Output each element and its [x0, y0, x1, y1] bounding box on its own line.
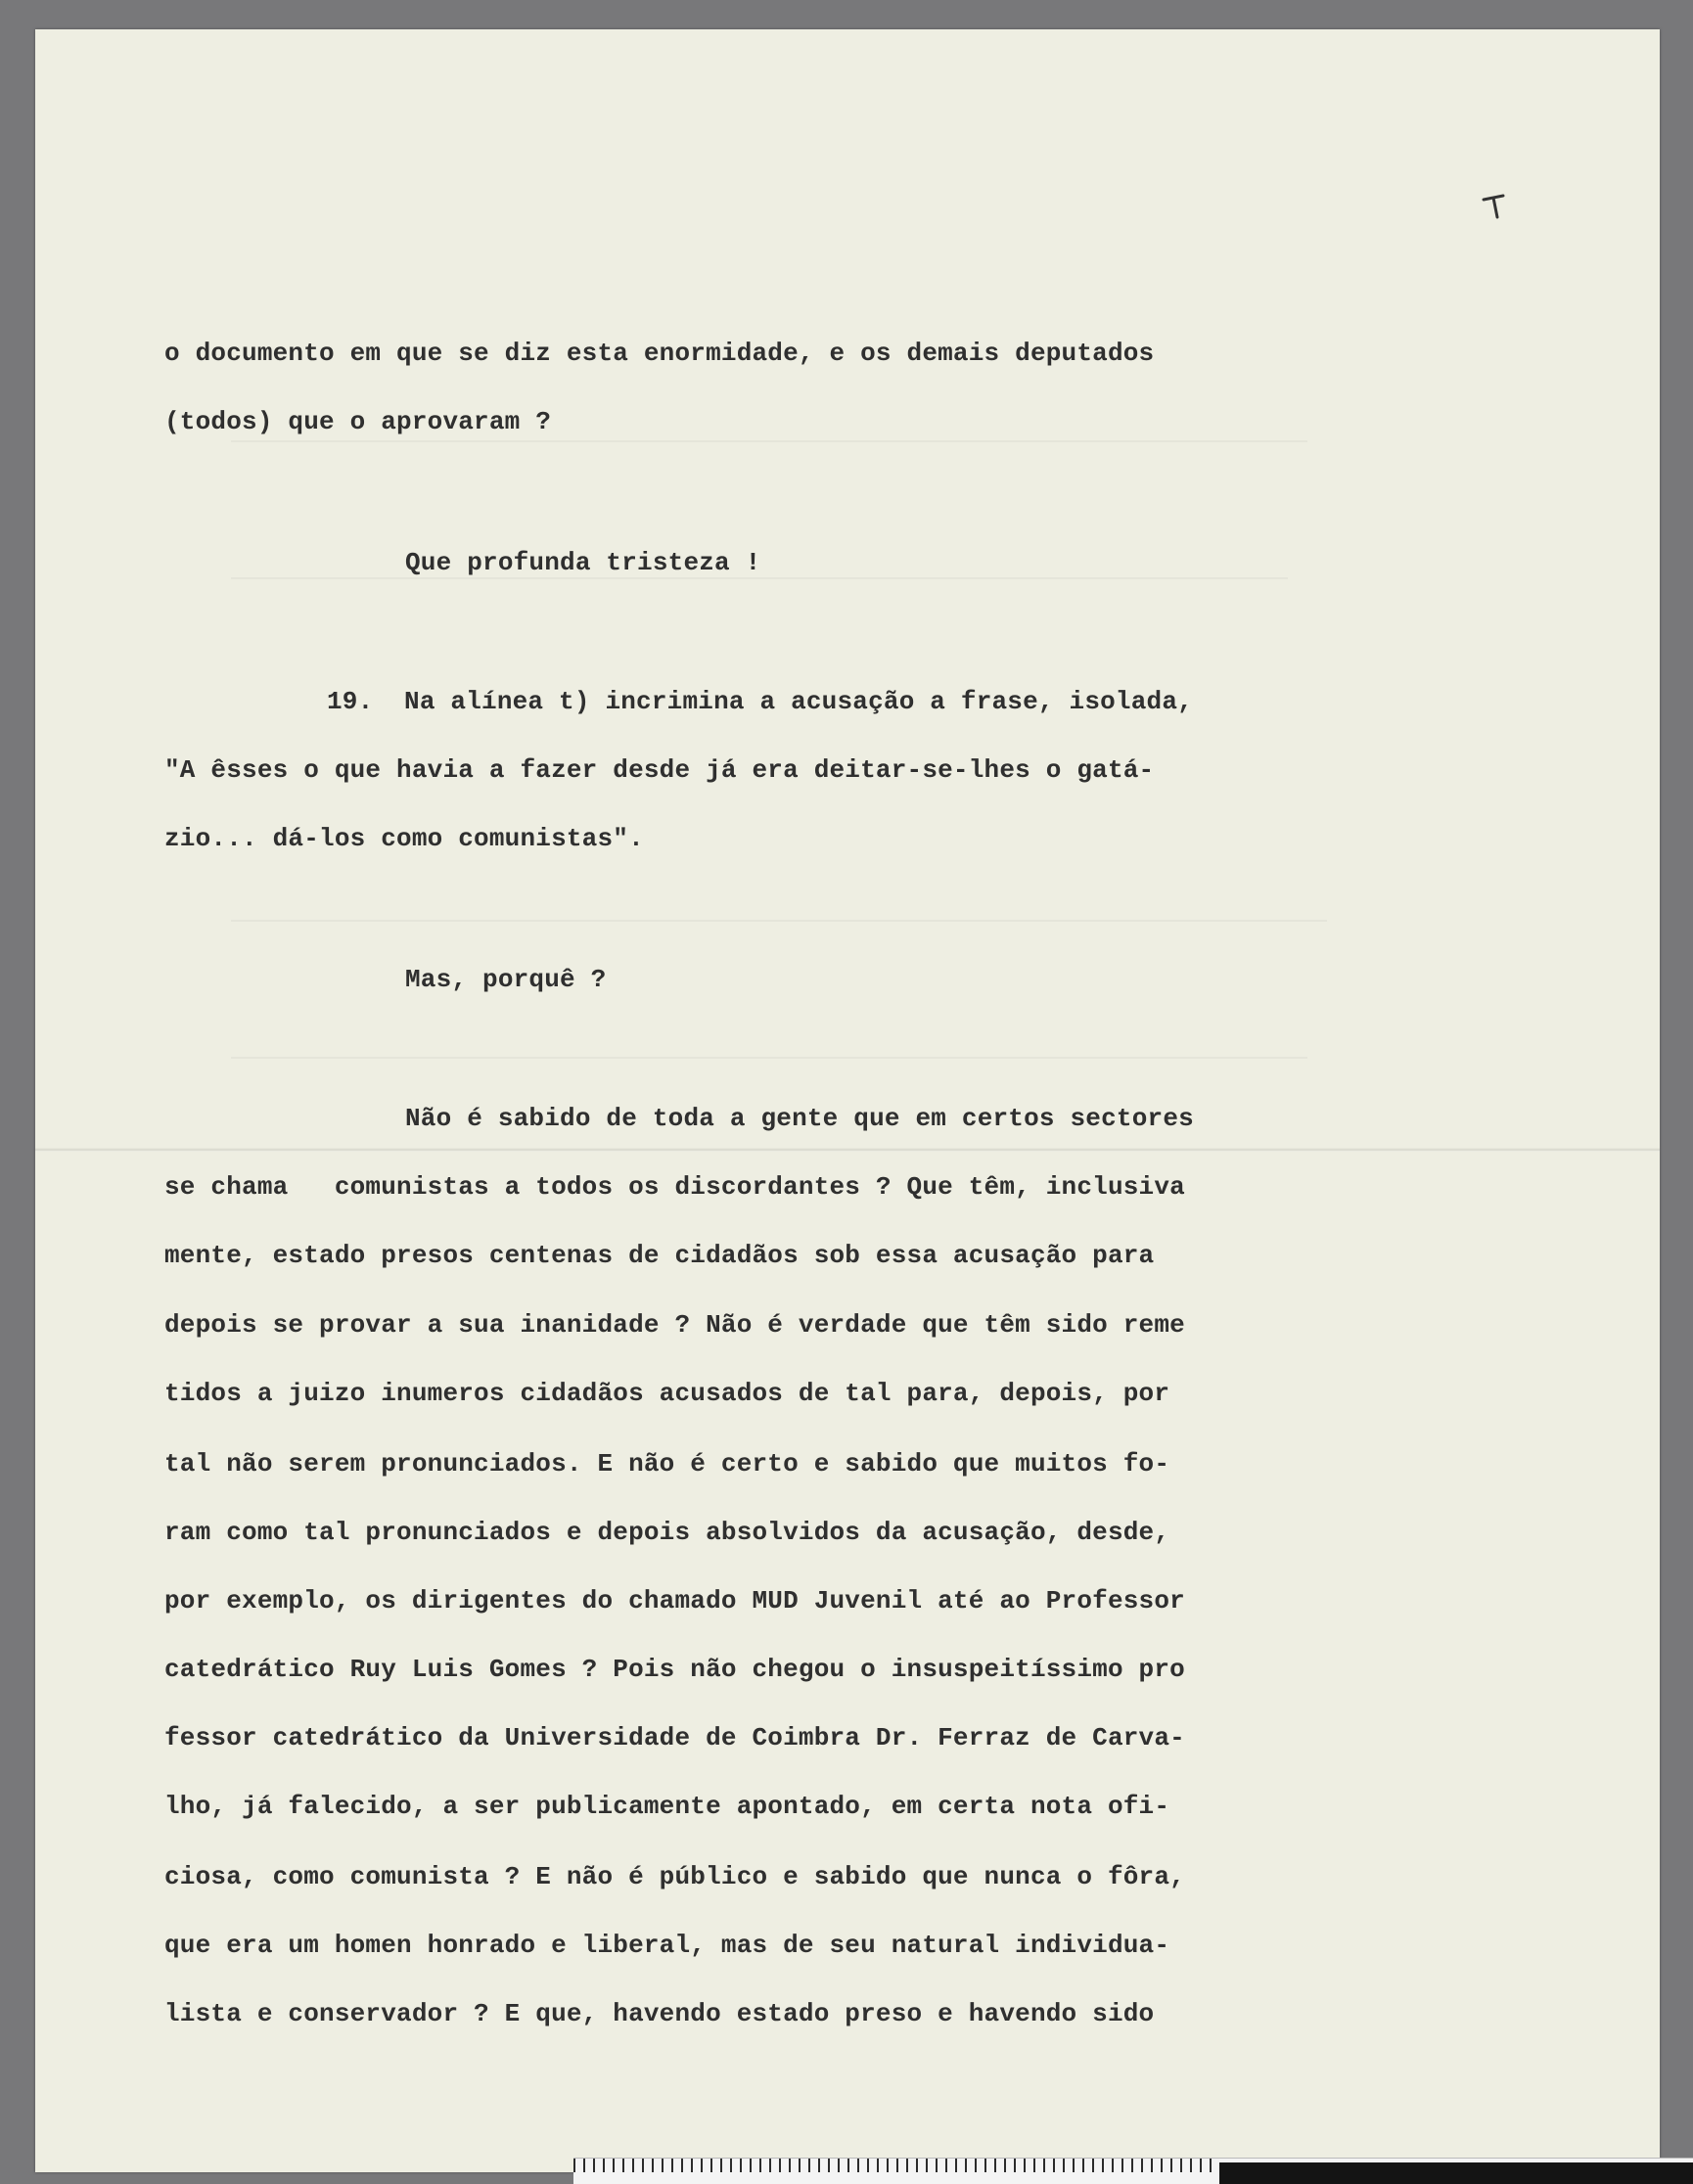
fold-crease	[35, 1148, 1660, 1152]
text-line: fessor catedrático da Universidade de Coimbra Dr. Ferraz de Carva-	[164, 1723, 1185, 1752]
paragraph-19-heading: 19. Na alínea t) incrimina a acusação a frase, isolada,	[327, 687, 1193, 716]
text-line: se chama comunistas a todos os discordantes ? Que têm, inclusiva	[164, 1172, 1185, 1202]
pencil-mark-icon	[1482, 194, 1507, 219]
text-line: tal não serem pronunciados. E não é certo e sabido que muitos fo-	[164, 1449, 1170, 1479]
text-line: (todos) que o aprovaram ?	[164, 407, 552, 436]
show-through-line	[231, 1057, 1307, 1059]
text-line: lista e conservador ? E que, havendo estado preso e havendo sido	[164, 1999, 1155, 2028]
text-line: Que profunda tristeza !	[405, 548, 761, 577]
text-line: zio... dá-los como comunistas".	[164, 824, 644, 853]
typewritten-page	[35, 29, 1660, 2172]
ruler-ticks	[573, 2159, 1219, 2172]
text-line: que era um homen honrado e liberal, mas de seu natural individua-	[164, 1931, 1170, 1960]
show-through-line	[231, 440, 1307, 442]
text-line: catedrático Ruy Luis Gomes ? Pois não chegou o insuspeitíssimo pro	[164, 1655, 1185, 1684]
text-line: lho, já falecido, a ser publicamente apontado, em certa nota ofi-	[164, 1792, 1170, 1821]
text-line: "A êsses o que havia a fazer desde já era deitar-se-lhes o gatá-	[164, 755, 1155, 785]
text-line: ciosa, como comunista ? E não é público e sabido que nunca o fôra,	[164, 1862, 1185, 1891]
text-line: Não é sabido de toda a gente que em certos sectores	[405, 1104, 1194, 1133]
text-line: por exemplo, os dirigentes do chamado MUD Juvenil até ao Professor	[164, 1586, 1185, 1615]
text-line: Mas, porquê ?	[405, 965, 607, 994]
text-line: ram como tal pronunciados e depois absolvidos da acusação, desde,	[164, 1518, 1170, 1547]
show-through-line	[231, 920, 1327, 922]
scan-ruler	[573, 2158, 1693, 2184]
ruler-black-bar	[1219, 2162, 1693, 2184]
text-line: depois se provar a sua inanidade ? Não é verdade que têm sido reme	[164, 1310, 1185, 1340]
text-line: mente, estado presos centenas de cidadãos sob essa acusação para	[164, 1241, 1155, 1270]
text-line: o documento em que se diz esta enormidade, e os demais deputados	[164, 339, 1155, 368]
text-line: tidos a juizo inumeros cidadãos acusados de tal para, depois, por	[164, 1379, 1170, 1408]
